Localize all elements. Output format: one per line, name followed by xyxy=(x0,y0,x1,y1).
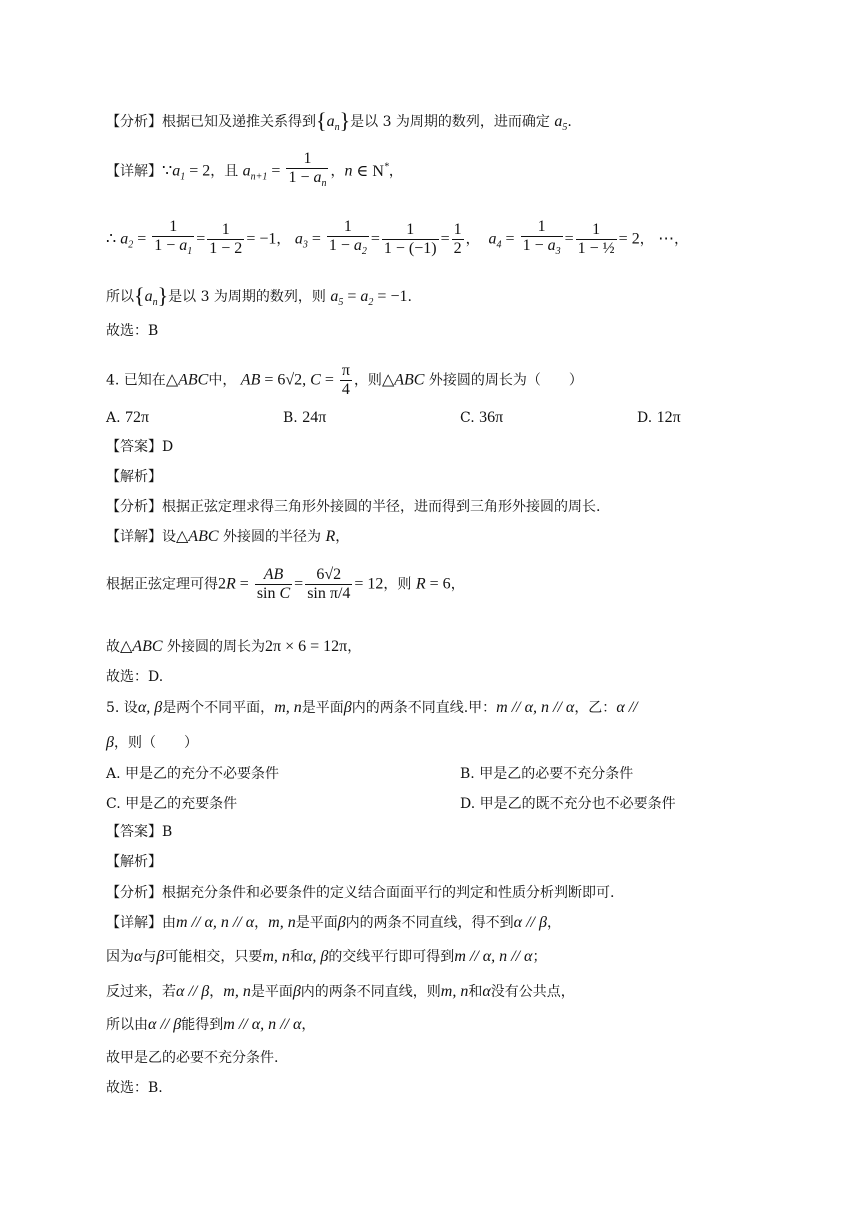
q5-option-c[interactable] xyxy=(106,794,237,814)
q5-d3-a: 反过来，若 xyxy=(106,984,176,1000)
q5-answer: 【答案】B xyxy=(106,824,173,840)
q5-option-a-value: 甲是乙的充分不必要条件 xyxy=(125,766,280,782)
q4-stem-a: 4. 已知在 xyxy=(106,372,166,389)
q4-answer: 【答案】D xyxy=(106,439,174,455)
q5-d4-b: 能得到 xyxy=(181,1017,224,1033)
q4-option-d-label: D. xyxy=(637,410,653,426)
q4-detail-a: 【详解】设 xyxy=(106,529,176,545)
q3-so-text: 所以 xyxy=(106,289,134,305)
q4-option-d[interactable] xyxy=(637,408,681,428)
q4-detail-b: 外接圆的半径为 xyxy=(222,529,321,545)
q5-stem-a: 5. 设 xyxy=(106,700,138,716)
q5-d2-e: 的交线平行即可得到 xyxy=(328,949,455,965)
q5-detail-2: 因为α与β可能相交，只要m, n和α, β的交线平行即可得到m // α, n // α； xyxy=(106,948,547,965)
q4-circ-a: 故 xyxy=(106,639,120,655)
q5-option-b-label: B. xyxy=(460,766,475,782)
q4-stem-b: 中， xyxy=(208,372,237,389)
q5-d2-d: 和 xyxy=(289,949,304,965)
q3-answer: 故选：B xyxy=(106,323,159,339)
q5-option-b[interactable] xyxy=(460,764,633,784)
q5-d3-b: 是平面 xyxy=(250,984,293,1000)
q4-option-c-label: C. xyxy=(460,410,475,426)
q5-option-d-label: D. xyxy=(460,796,476,812)
q4-option-c-value: 36π xyxy=(479,409,504,426)
q5-option-c-label: C. xyxy=(106,796,121,812)
q4-option-b[interactable] xyxy=(283,408,326,428)
q5-stem-e: ，乙： xyxy=(574,700,617,716)
q4-circ-b: 外接圆的周长为 xyxy=(166,639,265,655)
q3-so-text-b: 是以 3 为周期的数列，则 xyxy=(168,289,326,305)
q3-detail-tag: 【详解】 xyxy=(106,163,162,180)
q5-detail-4: 所以由α // β能得到m // α, n // α， xyxy=(106,1016,316,1033)
q5-option-d[interactable] xyxy=(460,794,676,814)
q5-option-c-value: 甲是乙的充要条件 xyxy=(125,796,238,812)
q4-option-b-label: B. xyxy=(283,410,298,426)
q4-law-then: ，则 xyxy=(383,576,412,593)
q5-stem-line2: β，则（ ） xyxy=(106,734,198,751)
q4-circ-line: 故△ABC 外接圆的周长为2π × 6 = 12π， xyxy=(106,638,362,655)
q3-detail-line: 【详解】$\because a_1 = 2$，且 $a_{n+1}$ = $\frac{1}{1 - a_n}$ ，n ∈ N*， xyxy=(106,150,403,193)
q5-d3-d: 和 xyxy=(468,984,483,1000)
q5-detail-3: 反过来，若α // β，m, n是平面β内的两条不同直线，则m, n和α没有公共点， xyxy=(106,983,575,1000)
q5-analysis: 【分析】根据充分条件和必要条件的定义结合面面平行的判定和性质分析判断即可. xyxy=(106,885,615,901)
q4-stem-c: ，则 xyxy=(353,372,382,389)
q5-d2-a: 因为 xyxy=(106,949,134,965)
q4-stem: 4. 已知在△ABC中， AB = 6√2, C = $\frac{\pi}{4}$ ，则△ABC 外接圆的周长为（ ） xyxy=(106,362,583,398)
q5-stem-d: 内的两条不同直线.甲： xyxy=(351,700,497,716)
q5-option-a-label: A. xyxy=(106,766,121,782)
q5-d1-c: 内的两条不同直线，得不到 xyxy=(345,915,514,931)
q4-option-b-value: 24π xyxy=(302,409,327,426)
q3-analysis-text: 根据已知及递推关系得到 xyxy=(162,114,316,130)
q5-d3-e: 没有公共点， xyxy=(490,984,575,1000)
q3-calc-line: ∴ $a_2$ = $\frac{1}{1 - a_1}$ = $\frac{1}{1 - 2}$ = −1， $a_3$ = $\frac{1}{1 - a_2}$ = $\frac{1}{1 - (-1)}$ = $\frac{1}{2}$ ， $a_4$ = $\frac{1}{1 - a_3}$ = $\frac{1}{\text{1 − ½}}$ = 2， ⋯， xyxy=(106,218,688,261)
q4-option-a-label: A. xyxy=(106,410,121,426)
q4-option-a[interactable] xyxy=(106,408,149,428)
q5-stem-b: 是两个不同平面， xyxy=(162,700,275,716)
q5-option-a[interactable] xyxy=(106,764,279,784)
q5-final: 故选：B. xyxy=(106,1080,163,1096)
q4-final: 故选：D. xyxy=(106,669,164,685)
q4-law-text: 根据正弦定理可得 xyxy=(106,576,218,593)
q4-option-c[interactable] xyxy=(460,408,503,428)
q5-stem-line1: 5. 设α, β是两个不同平面，m, n是平面β内的两条不同直线.甲：m // α, n // α，乙：α // xyxy=(106,699,638,716)
q4-option-d-value: 12π xyxy=(656,409,681,426)
q5-detail-1: 【详解】由m // α, n // α，m, n是平面β内的两条不同直线，得不到α // β， xyxy=(106,914,561,931)
q5-jiexi: 【解析】 xyxy=(106,854,162,870)
q3-detail-text: 且 xyxy=(224,163,239,180)
q4-option-a-value: 72π xyxy=(125,409,150,426)
q4-law-line: 根据正弦定理可得2R = $\frac{AB}{\text{sin C}}$ = $\frac{6√2}{\text{sin π/4}}$ = 12，则 R = 6， xyxy=(106,566,465,602)
q3-so-line: 所以$\{a_n\}$是以 3 为周期的数列，则 $a_5 = a_2 = -1$. xyxy=(106,283,412,309)
q5-d4-a: 所以由 xyxy=(106,1017,148,1033)
q4-detail: 【详解】设△ABC 外接圆的半径为 R， xyxy=(106,528,350,545)
q3-analysis-tag: 【分析】 xyxy=(106,114,162,130)
q5-detail-5: 故甲是乙的必要不充分条件. xyxy=(106,1050,279,1066)
q3-analysis-line: 【分析】根据已知及递推关系得到$\{a_n\}$是以 3 为周期的数列，进而确定 $a_5$. xyxy=(106,108,572,134)
q5-d1-b: 是平面 xyxy=(295,915,338,931)
q4-stem-d: 外接圆的周长为（ ） xyxy=(428,372,583,389)
q5-d1-a: 【详解】由 xyxy=(106,915,176,931)
q4-analysis: 【分析】根据正弦定理求得三角形外接圆的半径，进而得到三角形外接圆的周长. xyxy=(106,499,601,515)
q5-d2-b: 与 xyxy=(142,949,157,965)
q5-option-b-value: 甲是乙的必要不充分条件 xyxy=(479,766,634,782)
q5-d2-c: 可能相交，只要 xyxy=(164,949,263,965)
q5-option-d-value: 甲是乙的既不充分也不必要条件 xyxy=(479,796,676,812)
q5-d3-c: 内的两条不同直线，则 xyxy=(300,984,441,1000)
q3-analysis-text-b: 是以 3 为周期的数列，进而确定 xyxy=(350,114,550,130)
q4-jiexi: 【解析】 xyxy=(106,469,162,485)
q5-stem-c: 是平面 xyxy=(301,700,344,716)
q5-stem-f: ，则（ ） xyxy=(113,735,198,751)
